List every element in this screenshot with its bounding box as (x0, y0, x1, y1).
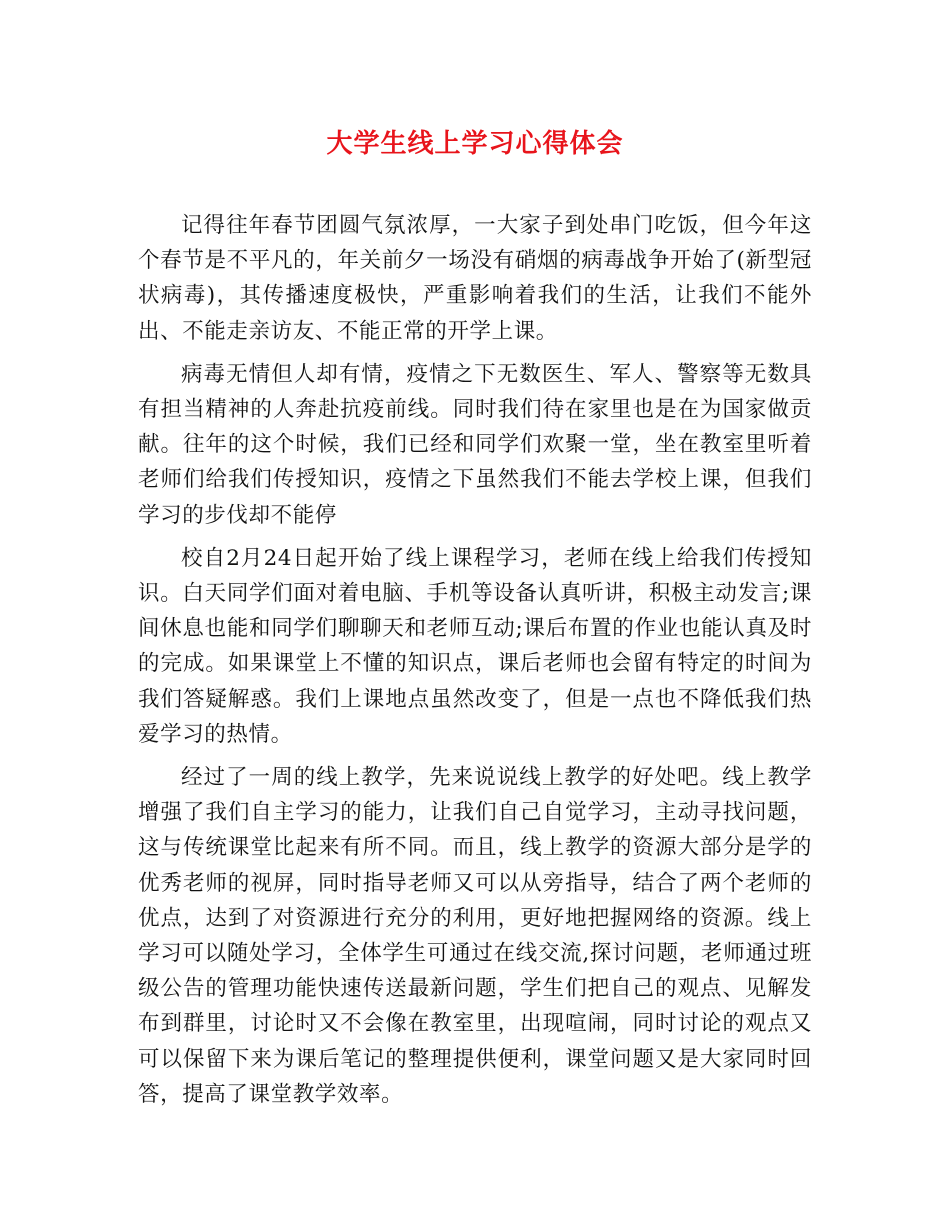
paragraph-3: 校自2月24日起开始了线上课程学习，老师在线上给我们传授知识。白天同学们面对着电脑、手机等设备认真听讲，积极主动发言;课间休息也能和同学们聊聊天和老师互动;课后布置的作业也能认真及时的完成。如果课堂上不懂的知识点，课后老师也会留有特定的时间为我们答疑解惑。我们上课地点虽然改变了，但是一点也不降低我们热爱学习的热情。 (138, 545, 812, 747)
document-title: 大学生线上学习心得体会 (326, 129, 624, 159)
document-body (138, 208, 812, 1112)
paragraph-2: 病毒无情但人却有情，疫情之下无数医生、军人、警察等无数具有担当精神的人奔赴抗疫前线。同时我们待在家里也是在为国家做贡献。往年的这个时候，我们已经和同学们欢聚一堂，坐在教室里听着老师们给我们传授知识，疫情之下虽然我们不能去学校上课，但我们学习的步伐却不能停 (138, 361, 812, 528)
paragraph-4: 经过了一周的线上教学，先来说说线上教学的好处吧。线上教学增强了我们自主学习的能力，让我们自己自觉学习，主动寻找问题，这与传统课堂比起来有所不同。而且，线上教学的资源大部分是学的优秀老师的视屏，同时指导老师又可以从旁指导，结合了两个老师的优点，达到了对资源进行充分的利用，更好地把握网络的资源。线上学习可以随处学习，全体学生可通过在线交流,探讨问题，老师通过班级公告的管理功能快速传送最新问题，学生们把自己的观点、见解发布到群里，讨论时又不会像在教室里，出现喧闹，同时讨论的观点又可以保留下来为课后笔记的整理提供便利，课堂问题又是大家同时回答，提高了课堂教学效率。 (138, 765, 812, 1107)
paragraph-1: 记得往年春节团圆气氛浓厚，一大家子到处串门吃饭，但今年这个春节是不平凡的，年关前夕一场没有硝烟的病毒战争开始了(新型冠状病毒)，其传播速度极快，严重影响着我们的生活，让我们不能外出、不能走亲访友、不能正常的开学上课。 (138, 213, 812, 344)
